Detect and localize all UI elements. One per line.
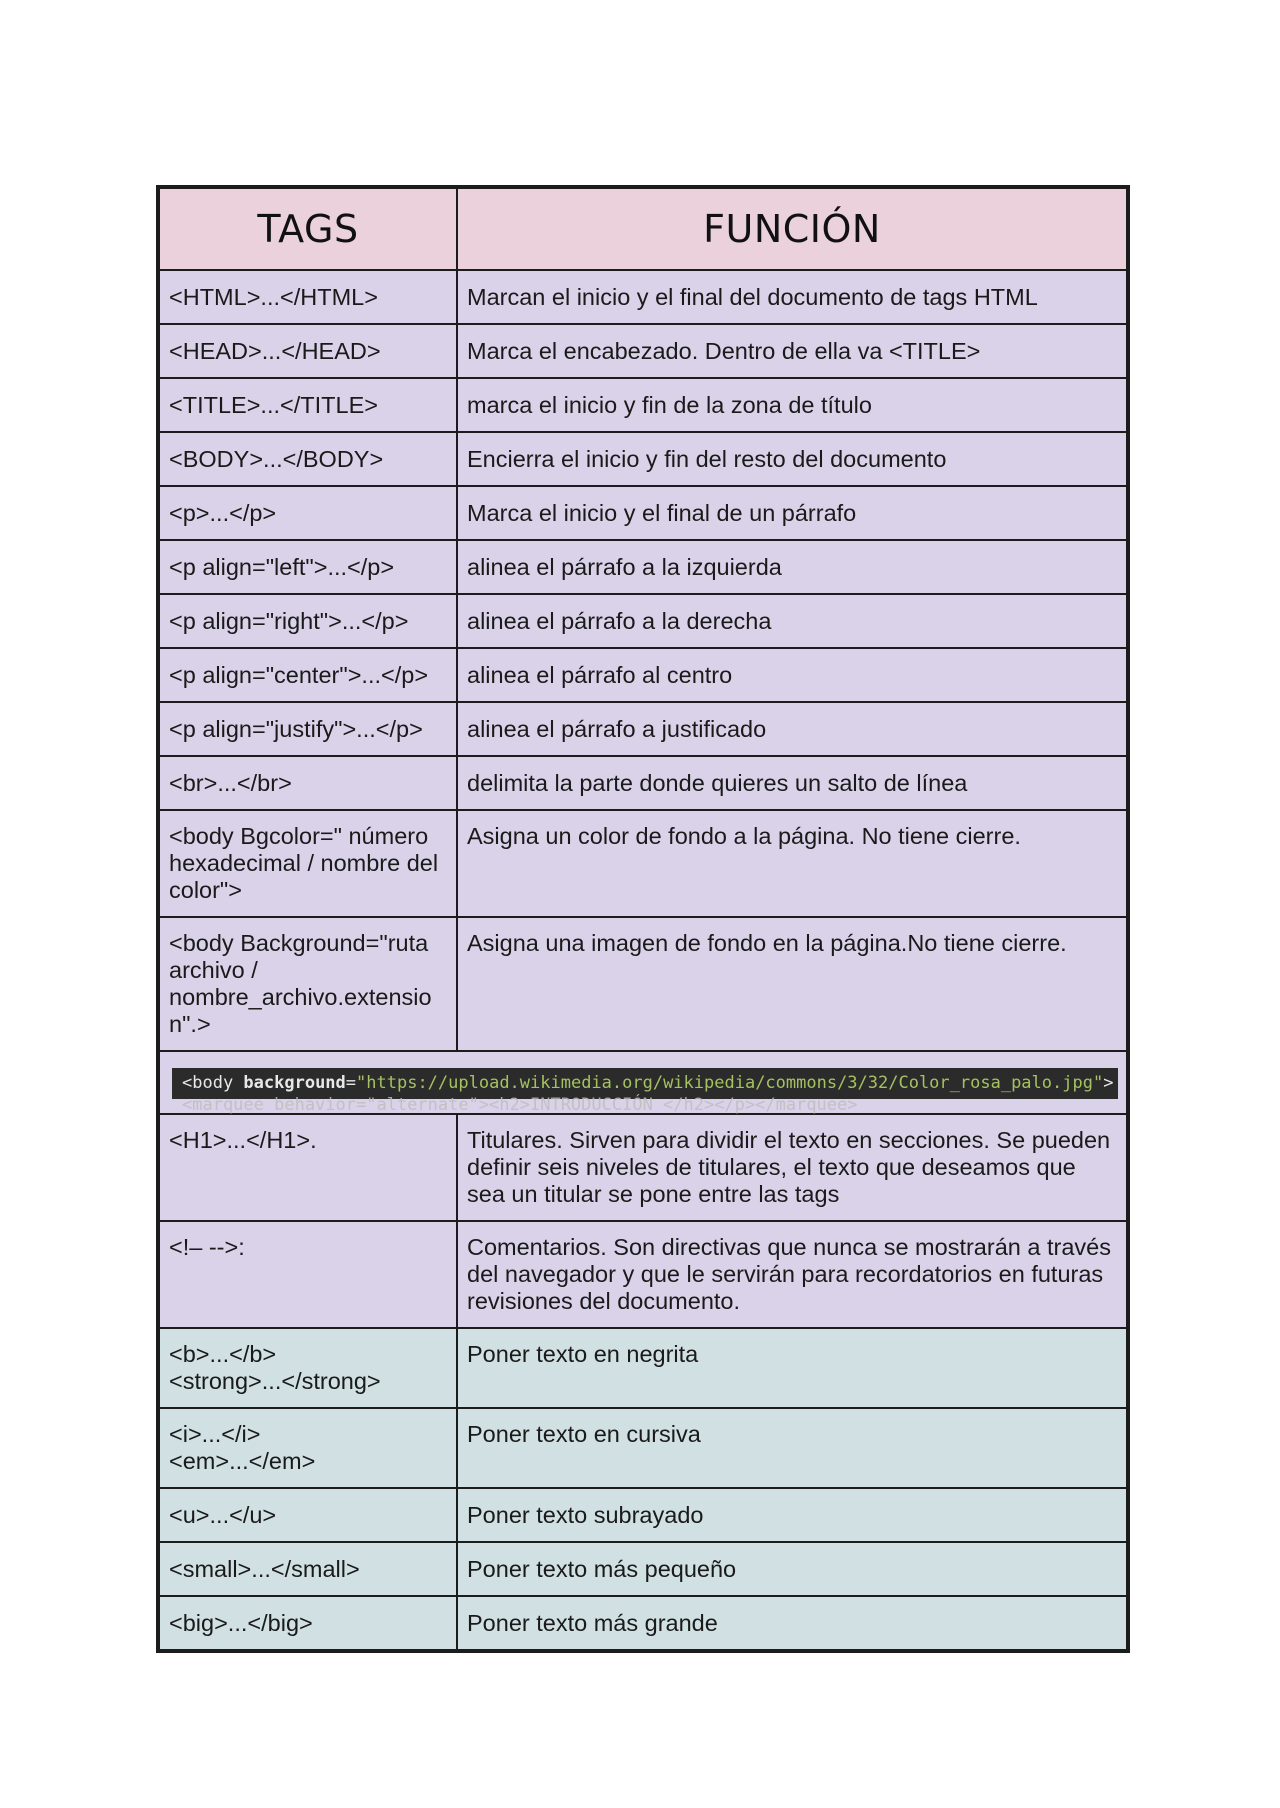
tag-cell [159,1221,457,1328]
tag-text: <p>...</p> [169,500,277,526]
function-cell [457,270,1127,324]
tag-cell [159,540,457,594]
tag-cell [159,756,457,810]
tag-text: <HEAD>...</HEAD> [169,338,381,364]
tag-text: <body Background="ruta archivo / nombre_archivo.extensio n".> [169,930,432,1037]
function-cell [457,486,1127,540]
tag-text: <br>...</br> [169,770,292,796]
tag-cell [159,917,457,1051]
function-cell [457,324,1127,378]
tag-cell [159,486,457,540]
tag-cell [159,702,457,756]
code-attr: background [243,1073,346,1093]
function-cell [457,810,1127,917]
function-cell [457,1221,1127,1328]
tag-text: <TITLE>...</TITLE> [169,392,378,418]
function-text: Poner texto en negrita [467,1341,699,1367]
table-row [159,1488,1127,1542]
function-text: Marca el inicio y el final de un párrafo [467,500,857,526]
function-cell [457,1596,1127,1650]
table-row [159,378,1127,432]
tag-cell [159,432,457,486]
function-cell [457,917,1127,1051]
table-row [159,1596,1127,1650]
code-example-cell [159,1051,1127,1114]
table-row [159,1408,1127,1488]
table-row [159,1542,1127,1596]
code-cut-line: <marquee behavior="alternate"><h2>INTRODUCCIÓN </h2></p></marquee> [182,1095,858,1115]
function-cell [457,702,1127,756]
function-cell [457,1488,1127,1542]
function-text: Asigna un color de fondo a la página. No tiene cierre. [467,823,1021,849]
function-text: alinea el párrafo al centro [467,662,733,688]
table-row [159,324,1127,378]
table-row [159,594,1127,648]
tag-text: <H1>...</H1>. [169,1127,317,1153]
function-cell [457,378,1127,432]
tag-text: <HTML>...</HTML> [169,284,378,310]
tag-text-alt: <strong>...</strong> [169,1368,381,1394]
html-tags-table [156,185,1130,1653]
tag-cell [159,810,457,917]
tag-cell [159,1114,457,1221]
code-open: <body [182,1073,244,1093]
table-row [159,917,1127,1051]
function-text: Titulares. Sirven para dividir el texto en secciones. Se pueden definir seis niveles de titulares, el texto que deseamos que sea un titular se pone entre las tags [467,1127,1111,1207]
tag-cell [159,1328,457,1408]
tag-text: <p align="justify">...</p> [169,716,423,742]
tag-text: <u>...</u> [169,1502,277,1528]
function-cell [457,432,1127,486]
table-row [159,540,1127,594]
tag-cell [159,378,457,432]
tag-text: <body Bgcolor=" número hexadecimal / nombre del color"> [169,823,439,903]
table-row [159,270,1127,324]
tag-cell [159,1488,457,1542]
tag-text: <p align="center">...</p> [169,662,429,688]
tag-text: <b>...</b> [169,1341,277,1367]
table-row [159,486,1127,540]
function-text: alinea el párrafo a la izquierda [467,554,782,580]
function-cell [457,756,1127,810]
function-text: Marca el encabezado. Dentro de ella va <TITLE> [467,338,981,364]
tag-text: <big>...</big> [169,1610,313,1636]
code-close: > [1103,1073,1114,1093]
tag-cell [159,594,457,648]
header-tags: TAGS [159,188,457,270]
tag-text: <p align="left">...</p> [169,554,395,580]
code-value: "https://upload.wikimedia.org/wikipedia/commons/3/32/Color_rosa_palo.jpg" [356,1073,1104,1093]
function-cell [457,1408,1127,1488]
tag-text: <small>...</small> [169,1556,360,1582]
function-text: delimita la parte donde quieres un salto de línea [467,770,968,796]
function-cell [457,648,1127,702]
tag-cell [159,324,457,378]
tags-table [158,187,1128,1651]
function-cell [457,540,1127,594]
header-row [159,188,1127,270]
header-funcion: FUNCIÓN [457,188,1127,270]
table-row [159,756,1127,810]
function-text: Poner texto más grande [467,1610,718,1636]
table-row [159,648,1127,702]
tag-text: <i>...</i> [169,1421,261,1447]
function-text: Marcan el inicio y el final del documento de tags HTML [467,284,1038,310]
table-row [159,432,1127,486]
tag-text-alt: <em>...</em> [169,1448,316,1474]
tag-text: <!– -->: [169,1234,245,1260]
tag-cell [159,648,457,702]
function-text: Asigna una imagen de fondo en la página.No tiene cierre. [467,930,1067,956]
function-text: Poner texto subrayado [467,1502,704,1528]
function-cell [457,1328,1127,1408]
table-row [159,810,1127,917]
function-text: Poner texto más pequeño [467,1556,737,1582]
table-row [159,1114,1127,1221]
function-text: Encierra el inicio y fin del resto del documento [467,446,947,472]
tag-text: <BODY>...</BODY> [169,446,384,472]
function-cell [457,1114,1127,1221]
function-cell [457,594,1127,648]
tag-cell [159,1408,457,1488]
function-text: alinea el párrafo a justificado [467,716,767,742]
function-text: Poner texto en cursiva [467,1421,701,1447]
function-cell [457,1542,1127,1596]
tag-cell [159,1596,457,1650]
function-text: marca el inicio y fin de la zona de título [467,392,872,418]
code-example-row [159,1051,1127,1114]
code-snippet-image [172,1068,1118,1115]
tag-text: <p align="right">...</p> [169,608,409,634]
table-row [159,1221,1127,1328]
function-text: alinea el párrafo a la derecha [467,608,772,634]
table-row [159,1328,1127,1408]
function-text: Comentarios. Son directivas que nunca se mostrarán a través del navegador y que le servirán para recordatorios en futuras revisiones del documento. [467,1234,1111,1314]
tag-cell [159,270,457,324]
table-row [159,702,1127,756]
code-eq: = [345,1073,357,1093]
tag-cell [159,1542,457,1596]
